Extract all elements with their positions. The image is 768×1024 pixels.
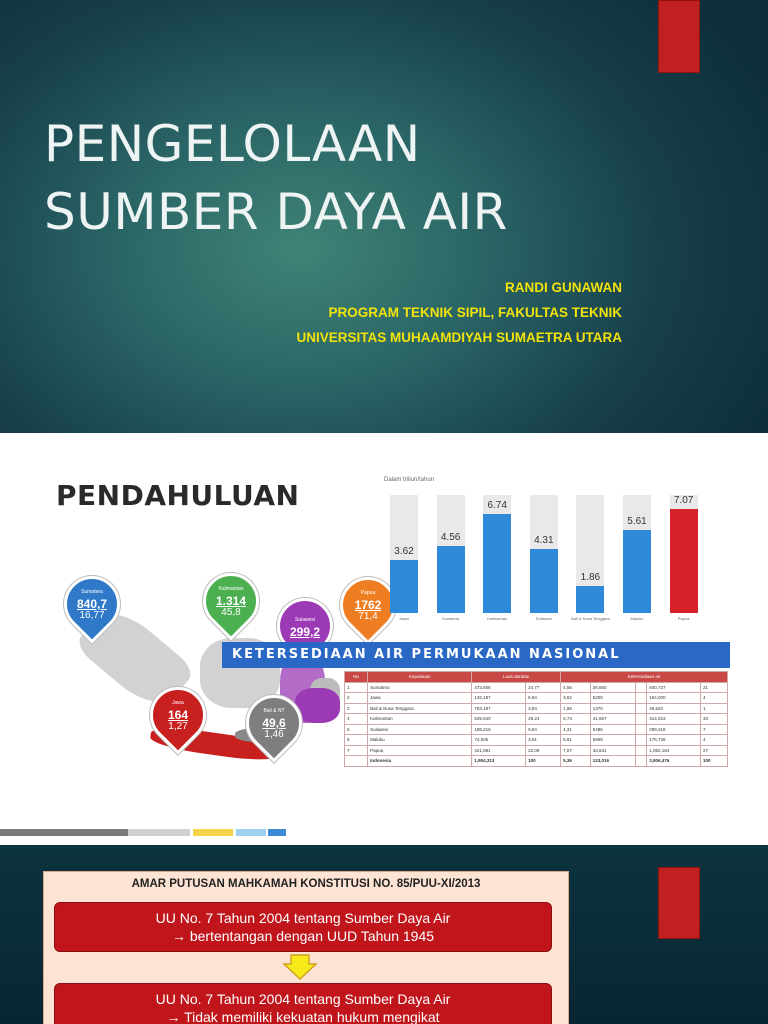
table-cell: 6 [345,735,368,746]
pin-value: 49,6 [262,716,286,730]
table-cell: 74,505 [472,735,526,746]
pin-label: Kalimantan [218,586,244,592]
table-cell: 132,187 [472,693,526,704]
table-cell: 4 [345,714,368,725]
presentation-title [44,110,508,246]
table-cell: Jawa [368,693,472,704]
table-cell: 3,84 [526,703,561,714]
table-cell: 1 [701,703,728,714]
bar-category-label: Maluku [630,616,644,621]
table-cell: 5200 [590,693,636,704]
table-cell: 7 [701,724,728,735]
author-name: RANDI GUNAWAN [505,280,622,295]
box2-line-1: UU No. 7 Tahun 2004 tentang Sumber Daya Air [155,991,451,1007]
table-cell: 5968 [590,735,636,746]
university-name: UNIVERSITAS MUHAAMDIYAH SUMAETRA UTARA [296,330,622,345]
bar-bali-nusa-tenggara [576,586,604,613]
table-cell: 4 [701,693,728,704]
bar-jawa [390,560,418,613]
table-cell: 33 [701,714,728,725]
table-cell: 21 [701,682,728,693]
table-cell: 3,906,476 [647,756,701,767]
bar-background [437,495,465,613]
bar-category-label: Sulawesi [535,616,552,621]
table-row [345,703,728,714]
bar-value-label: 5.61 [627,516,647,528]
table-cell: Bali & Nusa Tenggara [368,703,472,714]
table-cell: 5,61 [561,735,591,746]
bar-maluku [623,530,651,613]
bar-background [390,495,418,613]
table-row [345,693,728,704]
bar-value-label: 6.74 [487,499,507,511]
box2-line-2: → Tidak memiliki kekuatan hukum mengikat [166,1009,440,1024]
pin-value: 164 [167,708,189,722]
pin-sub: 45,8 [221,607,241,618]
table-cell: 6,74 [561,714,591,725]
table-cell: 539,640 [472,714,526,725]
table-cell: 6,94 [526,693,561,704]
slide-accent-bar [658,867,700,939]
title-line-1: PENGELOLAAN [44,115,421,173]
table-cell: 49,620 [647,703,701,714]
pin-sub: 16,77 [79,610,105,621]
pin-value: 299,2 [289,625,321,639]
bar-kalimantan [483,514,511,613]
table-cell: 2 [345,693,368,704]
footer-strip-gray [0,829,128,836]
bar-value-label: 1.86 [580,571,601,583]
table-cell: 4,56 [561,682,591,693]
table-cell: 421,981 [472,745,526,756]
table-cell: 7 [345,745,368,756]
table-cell: 1 [345,682,368,693]
table-cell: 22,08 [526,745,561,756]
table-cell: Sulawesi [368,724,472,735]
title-slide [0,0,768,433]
pin-label: Bali & NT [263,708,285,714]
bar-background [623,495,651,613]
pin-value: 1.314 [215,594,247,608]
table-cell: 3,62 [561,693,591,704]
table-cell: Papua [368,745,472,756]
table-header-row [345,672,728,683]
table-cell: 1,86 [561,703,591,714]
table-cell: 1,904,313 [472,756,526,767]
down-arrow-icon [282,954,318,980]
bar-category-label: Papua [677,616,690,621]
box1-line-2: → bertentangan dengan UUD Tahun 1945 [171,928,435,944]
table-cell: 299,218 [647,724,701,735]
table-cell [636,682,647,693]
table-header: Kepulauan [368,672,472,683]
footer-strip-blue [236,829,266,836]
table-cell: 100 [526,756,561,767]
table-cell: 7,07 [561,745,591,756]
table-header: Ketersediaan air [561,672,728,683]
table-cell: Indonesia [368,756,472,767]
table-cell: Maluku [368,735,472,746]
table-cell: 26,660 [590,682,636,693]
table-row [345,756,728,767]
table-cell: 5,36 [561,756,591,767]
table-cell [345,756,368,767]
table-cell [636,745,647,756]
pin-label: Sulawesi [294,617,315,623]
table-cell: 1,062,164 [647,745,701,756]
table-row [345,724,728,735]
pin-sub: 1,27 [168,721,188,732]
decision-box-1 [54,902,552,952]
table-cell: 188,216 [472,724,526,735]
pin-label: Papua [360,590,376,596]
bar-papua [670,509,698,613]
pin-label: Jawa [172,700,184,706]
table-row [345,735,728,746]
decision-heading: AMAR PUTUSAN MAHKAMAH KONSTITUSI NO. 85/PUU-XI/2013 [131,878,481,890]
table-header: No [345,672,368,683]
table-header: Luas daratan [472,672,561,683]
table-cell: 3 [345,703,368,714]
pin-sub: 71,4 [358,611,378,622]
water-availability-bar-chart [378,477,718,637]
table-cell: 100 [701,756,728,767]
table-cell: 176,726 [647,735,701,746]
pin-label: Sumatera [81,589,103,595]
table-row [345,682,728,693]
bar-category-label: Kalimantan [487,616,508,621]
bar-background [483,495,511,613]
table-cell: 3,91 [526,735,561,746]
table-cell: 4,31 [561,724,591,735]
footer-strip-yellow [193,829,233,836]
court-decision-slide [0,845,768,1024]
table-cell: 473,606 [472,682,526,693]
table-cell: 753,187 [472,703,526,714]
table-cell: 27 [701,745,728,756]
national-water-banner: KETERSEDIAAN AIR PERMUKAAN NASIONAL [222,642,730,668]
pin-sub: 1,46 [264,729,284,740]
pin-value: 840,7 [76,597,108,611]
table-cell [636,703,647,714]
box1-line-1: UU No. 7 Tahun 2004 tentang Sumber Daya Air [155,910,451,926]
bar-background [670,495,698,613]
table-cell: 24,77 [526,682,561,693]
bar-value-label: 4.31 [534,535,554,547]
slide-title: PENDAHULUAN [56,479,300,512]
bar-sumatera [437,546,465,613]
bar-category-label: Bali & Nusa Tenggara [571,616,610,621]
intro-slide [0,433,768,845]
table-cell: 5486 [590,724,636,735]
table-cell: 840,737 [647,682,701,693]
table-cell [636,714,647,725]
slide-accent-bar [658,0,700,73]
bar-background [530,495,558,613]
table-cell: 5 [345,724,368,735]
table-cell [636,693,647,704]
table-cell: Sumatera [368,682,472,693]
footer-strip-light [128,829,190,836]
bar-sulawesi [530,549,558,613]
table-row [345,714,728,725]
table-cell: 123,016 [590,756,636,767]
table-cell: 164,000 [647,693,701,704]
bar-category-label: Sumatera [441,616,460,621]
table-cell: 9,84 [526,724,561,735]
footer-strip-darkblue [268,829,286,836]
table-row [345,745,728,756]
table-cell: 41,667 [590,714,636,725]
decision-box-2 [54,983,552,1024]
water-availability-table [344,671,728,767]
title-line-2: SUMBER DAYA AIR [44,183,508,241]
pin-value: 1762 [354,598,382,612]
bar-value-label: 7.07 [673,494,694,506]
table-cell [636,756,647,767]
table-cell: Kalimantan [368,714,472,725]
decision-panel [43,871,569,1024]
bar-category-label: Jawa [399,616,409,621]
table-cell: 1370 [590,703,636,714]
table-cell [636,735,647,746]
table-cell: 4 [701,735,728,746]
table-cell: 28,24 [526,714,561,725]
chart-title: Dalam triliun/tahun [384,477,435,483]
table-cell [636,724,647,735]
map-pin-kalimantan [191,561,270,640]
bar-value-label: 3.62 [394,545,414,557]
table-cell: 314,023 [647,714,701,725]
program-name: PROGRAM TEKNIK SIPIL, FAKULTAS TEKNIK [328,305,622,320]
bar-value-label: 4.56 [440,531,461,543]
bar-background [576,495,604,613]
table-cell: 33,631 [590,745,636,756]
